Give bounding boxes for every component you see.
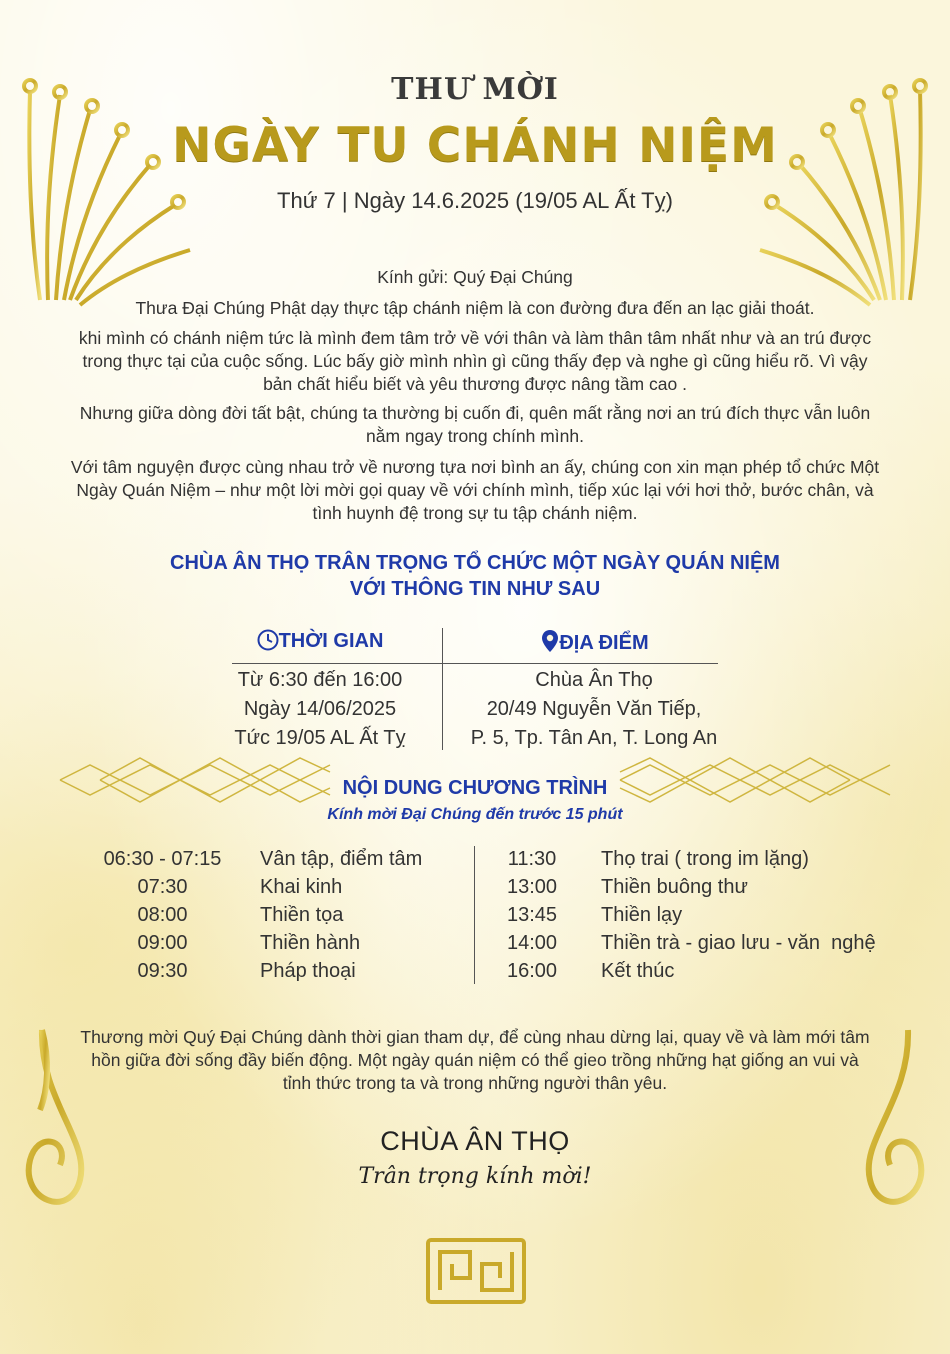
time-details [198, 666, 442, 753]
schedule-time: 07:30 [137, 876, 188, 898]
schedule-time: 06:30 - 07:15 [103, 848, 222, 870]
key-pattern-emblem [428, 1240, 524, 1302]
letter-paragraph-4: Với tâm nguyện được cùng nhau trở về nương tựa nơi bình an ấy, chúng con xin mạn phép tổ chức Một Ngày Quán Niệm – như một lời mời gọi quay về với chính mình, tiếp xúc lại với hơi thở, bước chân, và tình huynh đệ trong sự tu tập chánh niệm. [70, 457, 880, 523]
schedule-time: 16:00 [506, 960, 558, 982]
schedule-activity: Khai kinh [260, 876, 343, 898]
schedule-time: 13:45 [506, 904, 558, 926]
time-line-2: Ngày 14/06/2025 [243, 698, 397, 720]
clock-icon [257, 629, 279, 651]
closing-paragraph: Thương mời Quý Đại Chúng dành thời gian tham dự, để cùng nhau dừng lại, quay về và làm mới tâm hồn giữa đời sống đầy biến động. Một ngày quán niệm có thể gieo trồng những hạt giống an vui và tỉnh thức trong ta và trong những người thân yêu. [80, 1027, 870, 1093]
letter-paragraph-3: Nhưng giữa dòng đời tất bật, chúng ta thường bị cuốn đi, quên mất rằng nơi an trú đích thực vẫn luôn nằm ngay trong chính mình. [79, 403, 871, 446]
place-line-3: P. 5, Tp. Tân An, T. Long An [470, 727, 718, 749]
schedule-time: 11:30 [507, 848, 557, 870]
announce-line-2: VỚI THÔNG TIN NHƯ SAU [349, 578, 601, 600]
pre-title: THƯ MỜI [391, 72, 559, 107]
program-subheading: Kính mời Đại Chúng đến trước 15 phút [327, 806, 623, 823]
schedule-activity: Kết thúc [601, 960, 675, 982]
place-heading [470, 629, 720, 655]
organizer-name: CHÙA ÂN THỌ [380, 1126, 570, 1156]
schedule-time: 14:00 [506, 932, 558, 954]
program-divider [474, 846, 475, 984]
greeting: Kính gửi: Quý Đại Chúng [377, 267, 573, 287]
signature: Trân trọng kính mời! [358, 1164, 592, 1189]
info-divider-vertical [442, 628, 443, 750]
place-details [448, 666, 740, 753]
schedule-activity: Thiền tọa [260, 904, 344, 926]
schedule-activity: Vân tập, điểm tâm [260, 848, 423, 870]
location-pin-icon [541, 629, 559, 653]
schedule-time: 09:30 [137, 960, 188, 982]
date-line: Thứ 7 | Ngày 14.6.2025 (19/05 AL Ất Tỵ) [277, 188, 673, 213]
place-line-2: 20/49 Nguyễn Văn Tiếp, [486, 698, 702, 720]
schedule-activity: Thiền buông thư [601, 876, 748, 898]
page-title: NGÀY TU CHÁNH NIỆM [172, 118, 778, 173]
schedule-activity: Thiền lạy [601, 904, 683, 926]
place-line-1: Chùa Ân Thọ [535, 669, 653, 691]
letter-paragraph-1: Thưa Đại Chúng Phật dạy thực tập chánh niệm là con đường đưa đến an lạc giải thoát. [135, 298, 815, 318]
schedule-activity: Pháp thoại [260, 960, 356, 982]
schedule-time: 09:00 [137, 932, 188, 954]
schedule-time: 13:00 [506, 876, 558, 898]
schedule-activity: Thọ trai ( trong im lặng) [601, 848, 809, 870]
time-line-1: Từ 6:30 đến 16:00 [237, 669, 403, 691]
time-heading [200, 629, 440, 653]
program-heading: NỘI DUNG CHƯƠNG TRÌNH [342, 777, 608, 799]
time-heading-label: THỜI GIAN [278, 630, 384, 652]
letter-paragraph-2: khi mình có chánh niệm tức là mình đem tâm trở về với thân và làm thân tâm nhất như và an trú được trong thực tại của cuộc sống. Lúc bấy giờ mình nhìn gì cũng thấy đẹp và nghe gì cũng hiểu rõ. Vì vậy bản chất hiểu biết và yêu thương được nâng tầm cao . [78, 328, 872, 394]
announce-line-1: CHÙA ÂN THỌ TRÂN TRỌNG TỔ CHỨC MỘT NGÀY QUÁN NIỆM [170, 552, 780, 574]
schedule-time: 08:00 [137, 904, 188, 926]
time-line-3: Tức 19/05 AL Ất Tỵ [234, 727, 406, 749]
schedule-activity: Thiền hành [260, 932, 361, 954]
place-heading-label: ĐỊA ĐIỂM [559, 632, 649, 654]
schedule-activity: Thiền trà - giao lưu - văn nghệ [601, 932, 876, 954]
info-divider-horizontal [232, 663, 718, 664]
